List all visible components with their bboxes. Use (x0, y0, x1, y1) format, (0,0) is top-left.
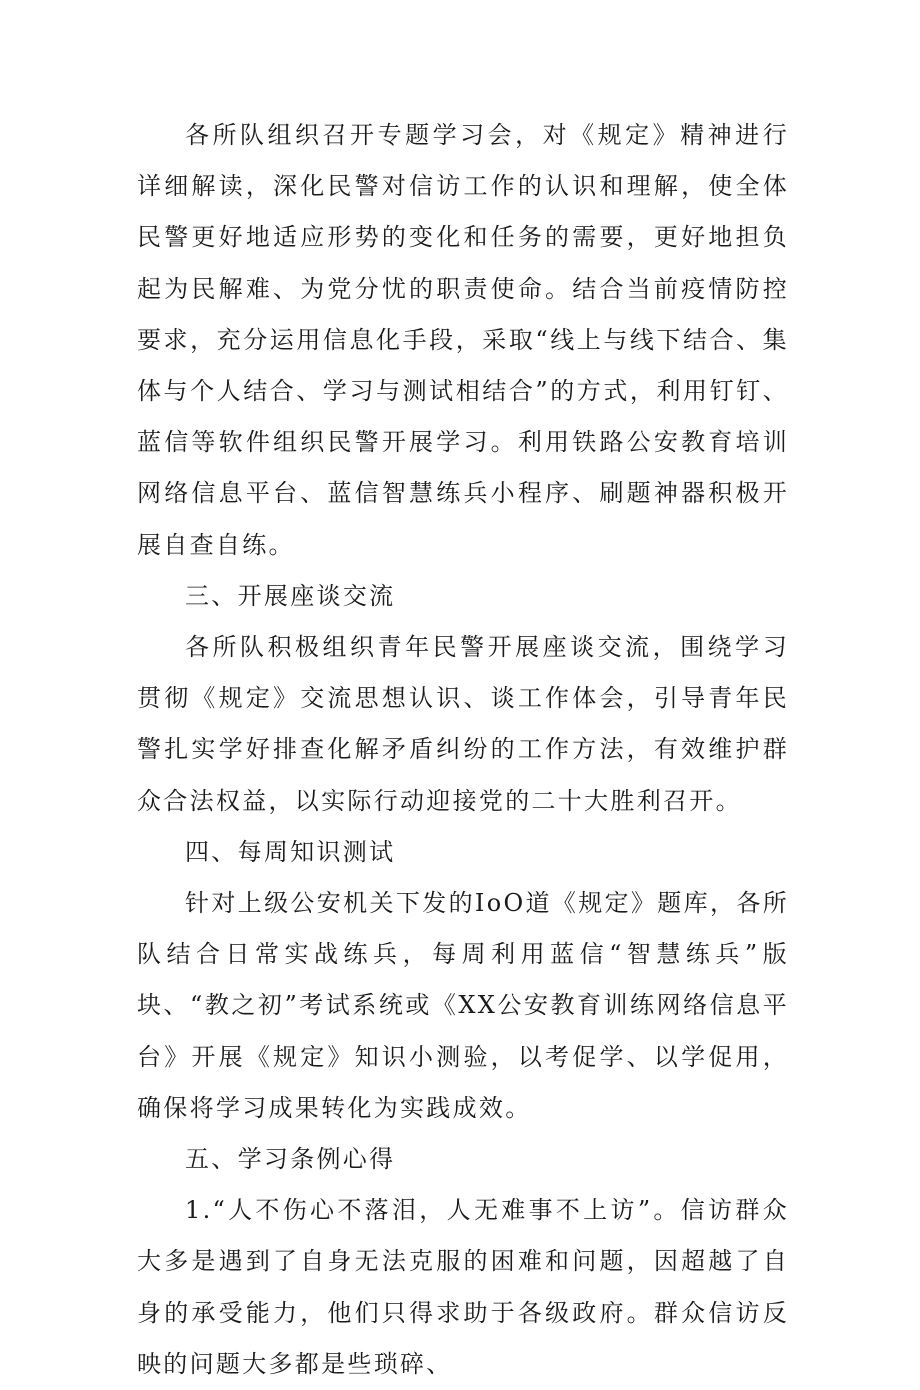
paragraph-study-insights: 1.“人不伤心不落泪，人无难事不上访”。信访群众大多是遇到了自身无法克服的困难和问题，因超越了自身的承受能力，他们只得求助于各级政府。群众信访反映的问题大多都是些琐碎、 (137, 1196, 789, 1378)
paragraph-study-meeting: 各所队组织召开专题学习会，对《规定》精神进行详细解读，深化民警对信访工作的认识和理解，使全体民警更好地适应形势的变化和任务的需要，更好地担负起为民解难、为党分忧的职责使命。结合当前疫情防控要求，充分运用信息化手段，采取“线上与线下结合、集体与个人结合、学习与测试相结合”的方式，利用钉钉、蓝信等软件组织民警开展学习。利用铁路公安教育培训网络信息平台、蓝信智慧练兵小程序、刷题神器积极开展自查自练。 (137, 121, 789, 559)
heading-section-5: 五、学习条例心得 (185, 1145, 396, 1174)
document-page (137, 110, 789, 1390)
heading-section-3: 三、开展座谈交流 (185, 581, 396, 610)
heading-section-4: 四、每周知识测试 (185, 837, 396, 866)
paragraph-discussion: 各所队积极组织青年民警开展座谈交流，围绕学习贯彻《规定》交流思想认识、谈工作体会，引导青年民警扎实学好排查化解矛盾纠纷的工作方法，有效维护群众合法权益，以实际行动迎接党的二十大胜利召开。 (137, 633, 789, 815)
paragraph-weekly-test: 针对上级公安机关下发的IoO道《规定》题库，各所队结合日常实战练兵，每周利用蓝信“智慧练兵”版块、“教之初”考试系统或《XX公安教育训练网络信息平台》开展《规定》知识小测验，以考促学、以学促用，确保将学习成果转化为实践成效。 (137, 889, 789, 1122)
